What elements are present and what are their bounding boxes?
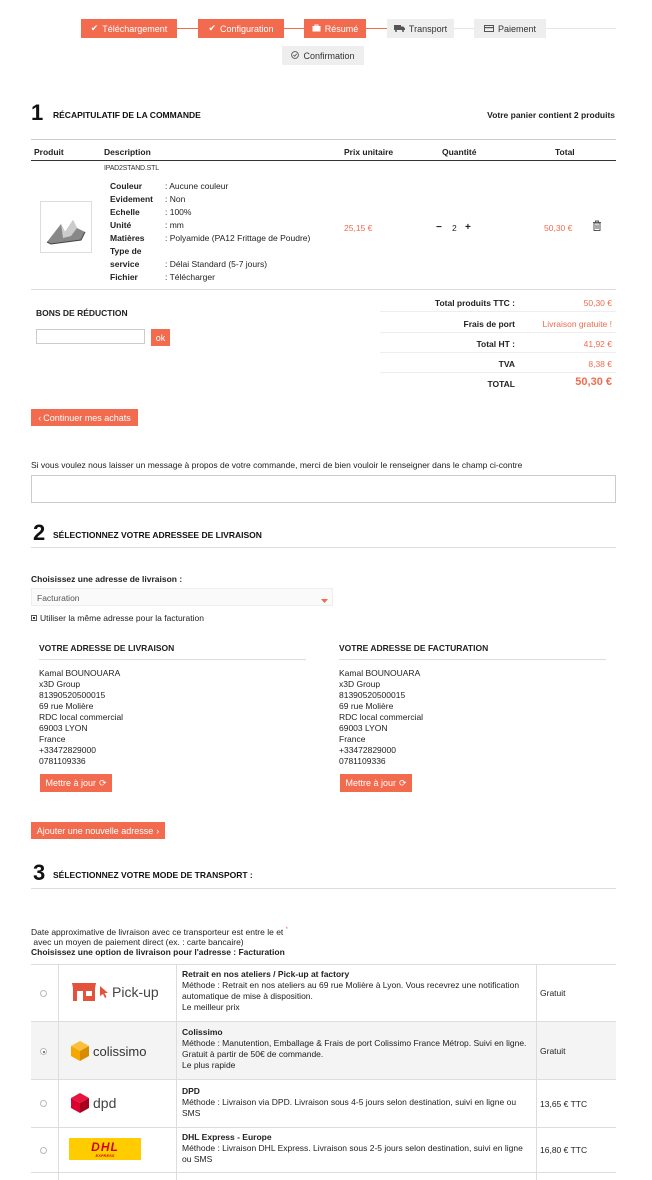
truck-icon: [394, 24, 405, 34]
delivery-address-title: VOTRE ADRESSE DE LIVRAISON: [39, 643, 175, 653]
carrier-method: Méthode : Retrait en nos ateliers au 69 rue Molière à Lyon. Vous recevrez une notification automatique de mise à disposition.: [182, 980, 520, 1001]
step-telechargement[interactable]: ✔ Téléchargement: [81, 19, 177, 38]
carrier-price: 16,80 € TTC: [540, 1145, 588, 1155]
billing-address-lines: Kamal BOUNOUARA x3D Group 81390520500015 69 rue Molière RDC local commercial 69003 LYON France +33472829000 0781109336: [339, 668, 424, 766]
continue-shopping-button[interactable]: ‹ Continuer mes achats: [31, 409, 138, 426]
shop-icon: [71, 982, 97, 1002]
carrier-row-dhl[interactable]: [31, 1127, 616, 1172]
divider: [380, 372, 616, 373]
grand-total-value: 50,30 €: [575, 376, 612, 388]
same-address-option[interactable]: Utiliser la même adresse pour la facturation: [31, 613, 204, 623]
divider: [31, 139, 616, 140]
carrier-name: Colissimo: [182, 1027, 223, 1037]
product-3d-model-icon: [41, 202, 91, 252]
dhl-logo: DHL EXPRESS: [69, 1138, 141, 1160]
section-1-title: RÉCAPITULATIF DE LA COMMANDE: [53, 110, 201, 120]
carrier-name: DHL Express - Europe: [182, 1132, 272, 1142]
divider: [380, 352, 616, 353]
download-link[interactable]: : Télécharger: [165, 272, 215, 282]
cart-count: Votre panier contient 2 produits: [487, 110, 615, 120]
section-2-title: SÉLECTIONNEZ VOTRE ADRESSEE DE LIVRAISON: [53, 530, 262, 540]
check-circle-icon: [291, 51, 299, 61]
step-paiement[interactable]: Paiement: [474, 19, 546, 38]
carrier-row-colissimo[interactable]: [31, 1021, 616, 1079]
col-header-unit-price: Prix unitaire: [344, 147, 394, 157]
line-total: 50,30 €: [544, 223, 573, 233]
trash-icon[interactable]: [592, 220, 602, 233]
divider: [31, 547, 616, 548]
delivery-date-note: Date approximative de livraison avec ce transporteur est entre le et * avec un moyen de paiement direct (ex. : carte bancaire) Choisissez une option de livraison pour l'adresse : Facturation: [31, 926, 289, 957]
chevron-right-icon: ›: [156, 825, 160, 836]
address-select[interactable]: Facturation: [31, 588, 333, 606]
order-message-textarea[interactable]: [31, 475, 616, 503]
bag-icon: [312, 24, 321, 34]
col-header-description: Description: [104, 147, 151, 157]
coupon-title: BONS DE RÉDUCTION: [36, 308, 128, 318]
divider: [39, 659, 306, 660]
divider: [380, 311, 616, 312]
divider: [31, 888, 616, 889]
delivery-address-lines: Kamal BOUNOUARA x3D Group 81390520500015 69 rue Molière RDC local commercial 69003 LYON France +33472829000 0781109336: [39, 668, 124, 766]
step-resume[interactable]: Résumé: [304, 19, 366, 38]
update-billing-address-button[interactable]: Mettre à jour ⟳: [340, 774, 412, 792]
caret-down-icon: [321, 595, 328, 605]
product-specs: Couleur : Aucune couleur Evidement : Non Echelle : 100% Unité : mm Matières : Polyamide (PA12 Frittage de Poudre) Type de service : Délai Standard (5-7 jours) Fichier : Télécharger: [110, 180, 340, 284]
chevron-left-icon: ‹: [38, 412, 42, 423]
carrier-radio-pickup[interactable]: [40, 990, 47, 997]
update-delivery-address-button[interactable]: Mettre à jour ⟳: [40, 774, 112, 792]
choose-address-label: Choisissez une adresse de livraison :: [31, 574, 183, 584]
message-prompt: Si vous voulez nous laisser un message à propos de votre commande, merci de bien vouloir le renseigner dans le champ ci-contre: [31, 460, 523, 470]
cursor-icon: [100, 986, 109, 998]
step-configuration[interactable]: ✔ Configuration: [198, 19, 284, 38]
carrier-method: Méthode : Livraison DHL Express. Livraison sous 2-5 jours selon destination, suivi en ligne ou SMS: [182, 1143, 523, 1164]
card-icon: [484, 24, 494, 34]
col-header-product: Produit: [34, 147, 64, 157]
col-header-quantity: Quantité: [442, 147, 477, 157]
add-address-button[interactable]: Ajouter une nouvelle adresse ›: [31, 822, 165, 839]
section-2-number: 2: [33, 520, 46, 545]
unit-price: 25,15 €: [344, 223, 373, 233]
product-filename: IPAD2STAND.STL: [104, 165, 159, 172]
billing-address-title: VOTRE ADRESSE DE FACTURATION: [339, 643, 489, 653]
divider: [339, 659, 606, 660]
qty-decrease-button[interactable]: −: [436, 222, 442, 233]
pickup-logo: Pick-up: [71, 982, 159, 1002]
carrier-row-partial: [31, 1172, 616, 1180]
carrier-extra: Le meilleur prix: [182, 1002, 240, 1012]
carrier-method: Méthode : Manutention, Emballage & Frais de port Colissimo France Métrop. Suivi en ligne. Gratuit à partir de 50€ de commande.: [182, 1038, 527, 1059]
divider: [31, 289, 616, 290]
carrier-name: Retrait en nos ateliers / Pick-up at factory: [182, 969, 350, 979]
step-confirmation[interactable]: Confirmation: [282, 46, 364, 65]
table-header-divider: [31, 160, 616, 161]
divider: [380, 332, 616, 333]
carrier-row-dpd[interactable]: [31, 1079, 616, 1127]
carrier-radio-dhl[interactable]: [40, 1147, 47, 1154]
coupon-ok-button[interactable]: ok: [151, 329, 170, 346]
col-header-total: Total: [555, 147, 575, 157]
carrier-method: Méthode : Livraison via DPD. Livraison sous 4-5 jours selon destination, suivi en ligne ou SMS: [182, 1097, 517, 1118]
dpd-logo: dpd: [71, 1093, 116, 1113]
qty-increase-button[interactable]: +: [465, 222, 471, 233]
step-transport[interactable]: Transport: [387, 19, 454, 38]
product-thumbnail[interactable]: [40, 201, 92, 253]
carrier-row-pickup[interactable]: [31, 964, 616, 1021]
refresh-icon: ⟳: [98, 777, 107, 788]
package-icon: [71, 1041, 89, 1061]
carrier-price: Gratuit: [540, 1046, 566, 1056]
same-address-checkbox[interactable]: [31, 615, 37, 621]
section-1-number: 1: [31, 100, 44, 125]
check-icon: ✔: [90, 23, 99, 33]
coupon-input[interactable]: [36, 329, 145, 344]
check-icon: ✔: [208, 23, 216, 33]
dpd-cube-icon: [71, 1093, 89, 1113]
qty-value: 2: [452, 223, 457, 233]
colissimo-logo: colissimo: [71, 1041, 146, 1061]
carrier-price: Gratuit: [540, 988, 566, 998]
carrier-name: DPD: [182, 1086, 200, 1096]
section-3-number: 3: [33, 860, 46, 885]
carrier-extra: Le plus rapide: [182, 1060, 236, 1070]
carrier-radio-colissimo[interactable]: [40, 1048, 47, 1055]
carrier-price: 13,65 € TTC: [540, 1099, 588, 1109]
grand-total-label: TOTAL: [487, 379, 515, 389]
refresh-icon: ⟳: [398, 777, 407, 788]
carrier-radio-dpd[interactable]: [40, 1100, 47, 1107]
section-3-title: SÉLECTIONNEZ VOTRE MODE DE TRANSPORT :: [53, 870, 253, 880]
